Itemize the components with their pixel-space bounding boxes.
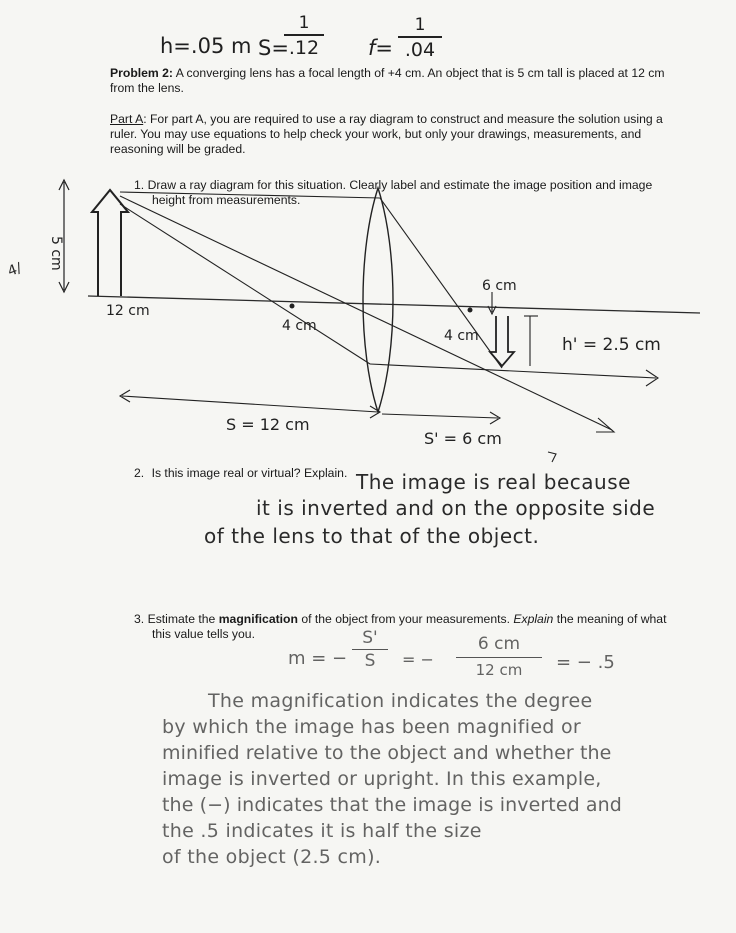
note-f-label: f=	[368, 36, 393, 60]
equation-fraction-1	[352, 628, 388, 671]
equation-m: m = −	[288, 648, 348, 669]
fraction-bar	[352, 649, 388, 650]
question-3-text-bold: magnification	[218, 612, 298, 626]
label-focal-right: 4 cm	[444, 328, 479, 344]
question-1-text-line1: Draw a ray diagram for this situation. Clearly label and estimate the image position and image	[147, 178, 653, 192]
question-3-answer-line5: the (−) indicates that the image is inverted and	[162, 794, 622, 816]
question-2-number: 2.	[134, 466, 145, 480]
label-s-prime-measure: S' = 6 cm	[424, 429, 502, 448]
question-3	[134, 612, 674, 642]
equation-denominator-2: 12 cm	[475, 661, 523, 680]
question-3-text-line2: this value tells you.	[152, 627, 255, 641]
question-3-number: 3.	[134, 612, 145, 626]
question-3-answer-line2: by which the image has been magnified or	[162, 716, 582, 738]
equation-result: = − .5	[556, 652, 615, 673]
ray-arrowhead	[596, 418, 614, 432]
equation-numerator-1: S'	[362, 628, 378, 648]
image-arrow	[490, 316, 514, 366]
question-3-text-pre: Estimate the	[147, 612, 219, 626]
ray-parallel	[120, 192, 380, 198]
tick-mark	[548, 452, 556, 462]
label-object-height: 5 cm	[48, 236, 64, 271]
s-prime-distance-measure	[382, 414, 498, 418]
part-a-text-line2: ruler. You may use equations to help check your work, but only your drawings, measurements, and	[110, 127, 642, 141]
question-3-answer-line6: the .5 indicates it is half the size	[162, 820, 482, 842]
question-2	[134, 466, 347, 481]
part-a-text-line1: : For part A, you are required to use a ray diagram to construct and measure the solution using a	[143, 112, 663, 126]
optical-axis	[88, 296, 700, 313]
question-2-answer-line3: of the lens to that of the object.	[204, 524, 540, 548]
note-f-denominator: .04	[404, 38, 436, 61]
ray-through-near-focus	[120, 204, 370, 364]
label-focal-left: 4 cm	[282, 318, 317, 334]
part-a-heading: Part A	[110, 112, 144, 126]
problem-text-line2: from the lens.	[110, 81, 184, 95]
question-1-number: 1.	[134, 178, 145, 192]
label-image-height: h' = 2.5 cm	[562, 335, 661, 355]
question-3-answer-line1: The magnification indicates the degree	[208, 690, 593, 712]
equation-numerator-2: 6 cm	[477, 634, 521, 654]
part-a-text-line3: reasoning will be graded.	[110, 142, 246, 156]
problem-heading: Problem 2:	[110, 66, 173, 80]
note-s-label: S=	[258, 36, 289, 60]
question-2-answer-line2: it is inverted and on the opposite side	[256, 496, 656, 520]
equation-denominator-1: S	[364, 651, 376, 672]
converging-lens	[363, 188, 393, 412]
note-s-numerator: 1	[298, 13, 310, 33]
equation-equals-1: = −	[402, 650, 434, 669]
s-distance-measure	[122, 396, 378, 412]
question-2-text: Is this image real or virtual? Explain.	[151, 466, 348, 480]
equation-fraction-2	[456, 634, 542, 679]
question-3-answer-line7: of the object (2.5 cm).	[162, 846, 382, 868]
note-s-denominator: .12	[288, 36, 320, 59]
note-object-height: h=.05 m	[160, 34, 252, 58]
question-2-answer-line1: The image is real because	[356, 470, 631, 494]
ray-through-center	[120, 196, 612, 430]
label-object-distance: 12 cm	[106, 303, 150, 319]
question-1-text-line2: height from measurements.	[152, 193, 301, 207]
question-3-text-mid: of the object from your measurements.	[297, 612, 514, 626]
question-3-text-italic: Explain	[513, 612, 554, 626]
question-3-answer-line4: image is inverted or upright. In this example,	[162, 768, 602, 790]
label-image-distance: 6 cm	[482, 278, 517, 294]
margin-mark: 4/	[5, 260, 24, 280]
problem-text-line1: A converging lens has a focal length of +4 cm. An object that is 5 cm tall is placed at 12 cm	[175, 66, 665, 80]
question-3-answer-line3: minified relative to the object and whether the	[162, 742, 612, 764]
question-3-text-post: the meaning of what	[553, 612, 667, 626]
fraction-bar	[456, 657, 542, 658]
note-f-numerator: 1	[414, 15, 426, 35]
focal-point-left	[290, 304, 295, 309]
label-s-measure: S = 12 cm	[226, 415, 310, 434]
ray-refracted-parallel	[370, 364, 656, 378]
focal-point-right	[468, 308, 473, 313]
